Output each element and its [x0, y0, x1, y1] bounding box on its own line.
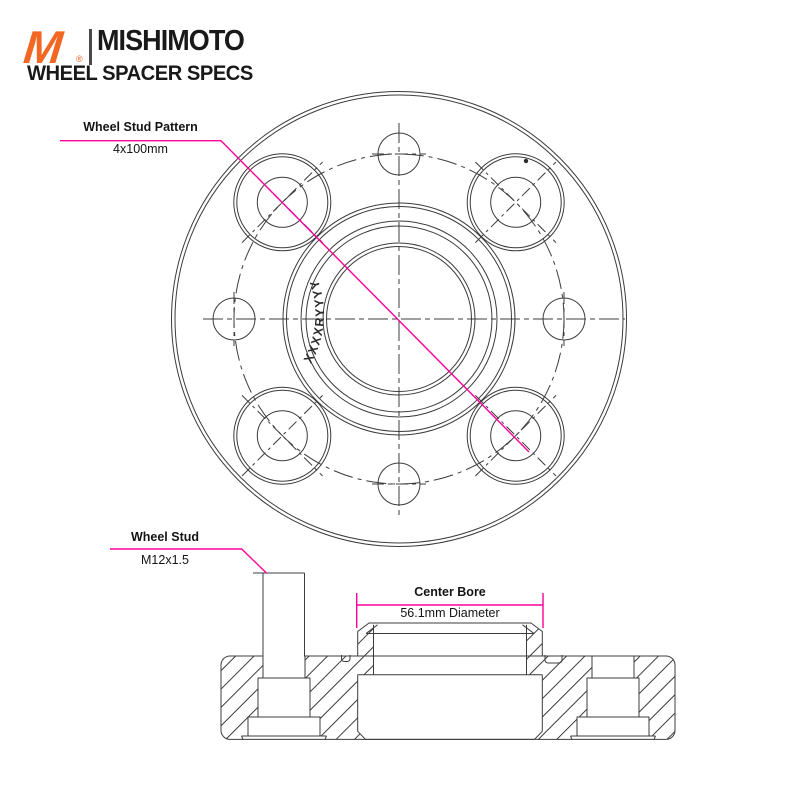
brand-name: MISHIMOTO — [97, 25, 244, 57]
wheel-stud-pattern-label: Wheel Stud Pattern — [83, 120, 198, 134]
wheel-stud-value: M12x1.5 — [141, 553, 189, 567]
stud-hole-top-right — [467, 154, 564, 251]
center-bore-label: Center Bore — [414, 585, 486, 599]
wheel-stud-shaft — [263, 573, 305, 657]
center-bore-void — [358, 623, 543, 739]
hub-marking-curved-text: XXXXRYYYY — [301, 277, 328, 366]
main-centerlines — [203, 123, 625, 515]
wheel-stud-label: Wheel Stud — [130, 530, 200, 544]
registered-trademark-mark: ® — [76, 54, 83, 64]
mishimoto-logo-m: M — [21, 21, 64, 73]
stud-pattern-leader-line — [60, 141, 529, 452]
page-title: WHEEL SPACER SPECS — [27, 62, 253, 85]
section-view — [110, 549, 675, 739]
brand-divider — [89, 29, 92, 65]
center-bore-value: 56.1mm Diameter — [400, 606, 500, 620]
index-dot — [524, 159, 528, 163]
wheel-stud-pattern-value: 4x100mm — [113, 142, 168, 156]
